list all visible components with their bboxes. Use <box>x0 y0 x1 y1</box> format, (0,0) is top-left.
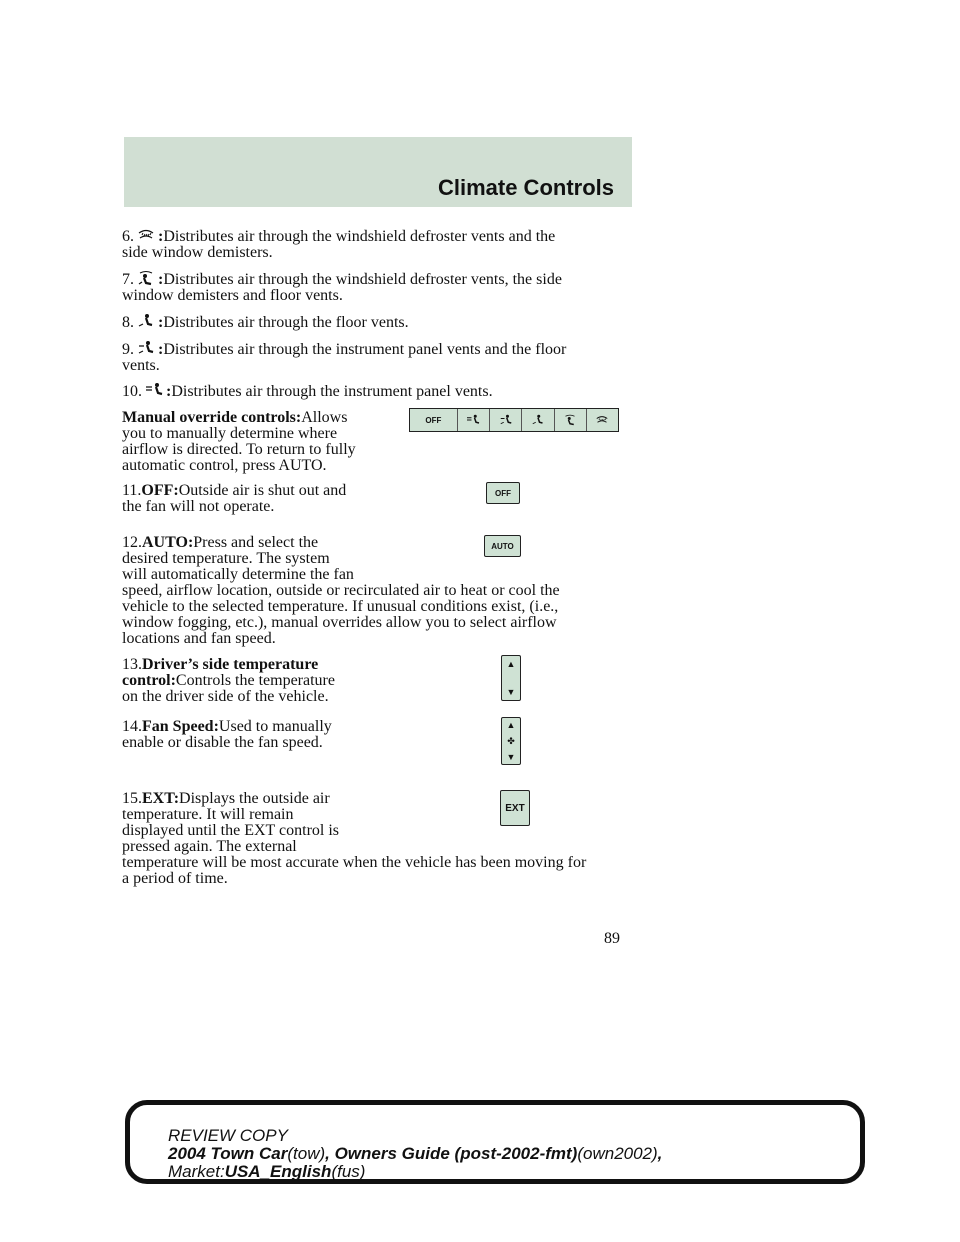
item-8: 8. :Distributes air through the floor vents. <box>122 314 409 331</box>
fan-up-arrow[interactable]: ▲ <box>506 720 516 730</box>
ext-button[interactable]: EXT <box>500 790 530 826</box>
item-6-cont: side window demisters. <box>122 244 273 261</box>
floor-icon <box>530 414 546 426</box>
item-12-line: vehicle to the selected temperature. If unusual conditions exist, (i.e., <box>122 598 559 615</box>
temp-down-arrow[interactable]: ▼ <box>506 687 516 697</box>
defrost-floor-icon <box>562 414 578 426</box>
item-12-line: window fogging, etc.), manual overrides allow you to select airflow <box>122 614 557 631</box>
item-12-line: locations and fan speed. <box>122 630 276 647</box>
item-14-line: enable or disable the fan speed. <box>122 734 323 751</box>
item-9-cont: vents. <box>122 357 160 374</box>
item-12-line: desired temperature. The system <box>122 550 330 567</box>
footer-line-1: REVIEW COPY <box>168 1126 288 1145</box>
manual-line: automatic control, press AUTO. <box>122 457 327 474</box>
defrost-icon <box>136 227 156 243</box>
panel-icon <box>465 414 481 426</box>
manual-line: airflow is directed. To return to fully <box>122 441 356 458</box>
floor-icon <box>136 313 156 329</box>
temp-up-arrow[interactable]: ▲ <box>506 659 516 669</box>
panel-mode-button[interactable] <box>457 409 489 431</box>
item-15-line: displayed until the EXT control is <box>122 822 340 839</box>
item-13-line: on the driver side of the vehicle. <box>122 688 329 705</box>
driver-temp-control[interactable] <box>501 655 521 701</box>
fan-icon: ✤ <box>507 735 515 746</box>
floor-mode-button[interactable] <box>521 409 553 431</box>
item-7-cont: window demisters and floor vents. <box>122 287 343 304</box>
item-14: 14.Fan Speed:Used to manually <box>122 718 332 735</box>
page-number: 89 <box>604 930 620 947</box>
item-12: 12.AUTO:Press and select the <box>122 534 319 551</box>
item-13: 13.Driver’s side temperature <box>122 656 319 673</box>
item-10: 10. :Distributes air through the instrument panel vents. <box>122 383 493 400</box>
auto-button[interactable]: AUTO <box>484 535 521 557</box>
item-11: 11.OFF:Outside air is shut out and <box>122 482 347 499</box>
panel-floor-icon <box>136 340 156 356</box>
panel-icon <box>144 382 164 398</box>
fan-down-arrow[interactable]: ▼ <box>506 752 516 762</box>
defrost-floor-mode-button[interactable] <box>554 409 586 431</box>
footer-line-2: 2004 Town Car(tow), Owners Guide (post-2002-fmt)(own2002), <box>168 1144 663 1163</box>
fan-speed-control[interactable] <box>501 717 521 765</box>
item-7: 7. :Distributes air through the windshield defroster vents, the side <box>122 271 562 288</box>
item-9: 9. :Distributes air through the instrument panel vents and the floor <box>122 341 567 358</box>
review-footer <box>125 1100 865 1184</box>
panel-off-button[interactable]: OFF <box>425 415 442 425</box>
item-15-line: temperature will be most accurate when the vehicle has been moving for <box>122 854 587 871</box>
panel-floor-mode-button[interactable] <box>489 409 521 431</box>
item-11-cont: the fan will not operate. <box>122 498 275 515</box>
off-button[interactable]: OFF <box>486 482 520 504</box>
item-12-line: will automatically determine the fan <box>122 566 354 583</box>
panel-floor-icon <box>498 414 514 426</box>
manual-line: you to manually determine where <box>122 425 338 442</box>
item-15: 15.EXT:Displays the outside air <box>122 790 330 807</box>
item-13-line: control:Controls the temperature <box>122 672 335 689</box>
item-15-line: temperature. It will remain <box>122 806 294 823</box>
item-12-line: speed, airflow location, outside or recirculated air to heat or cool the <box>122 582 560 599</box>
manual-override: Manual override controls:Allows <box>122 409 348 426</box>
airflow-control-panel <box>409 408 619 432</box>
defrost-floor-icon <box>136 270 156 286</box>
footer-line-3: Market:USA_English(fus) <box>168 1162 366 1181</box>
defrost-mode-button[interactable] <box>586 409 618 431</box>
item-15-line: pressed again. The external <box>122 838 297 855</box>
section-title: Climate Controls <box>437 175 614 200</box>
item-15-line: a period of time. <box>122 870 228 887</box>
defrost-icon <box>594 414 610 426</box>
section-header <box>124 137 632 207</box>
item-6: 6. :Distributes air through the windshield defroster vents and the <box>122 228 556 245</box>
